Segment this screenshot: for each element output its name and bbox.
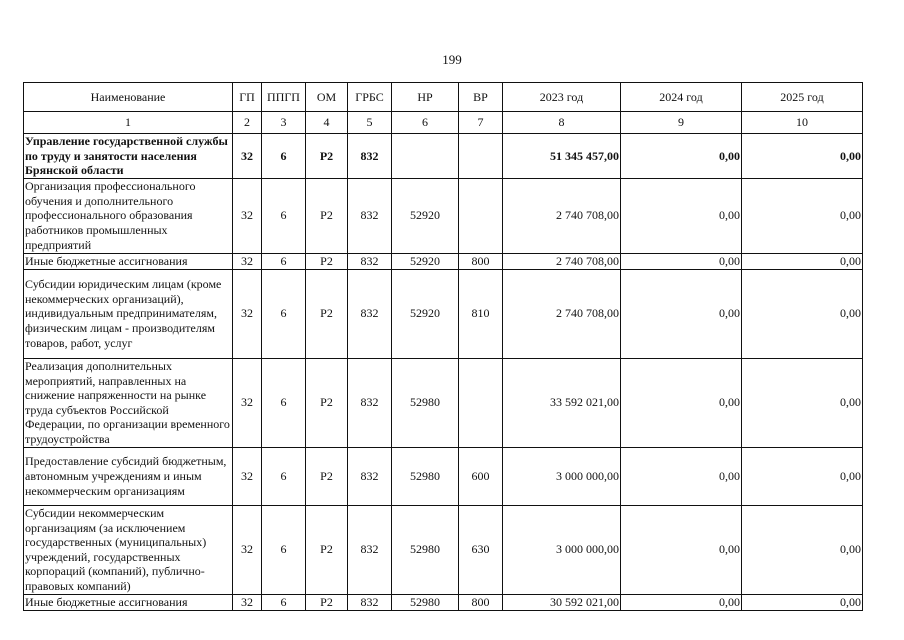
om-cell: Р2: [306, 505, 348, 594]
amount-2023: 2 740 708,00: [503, 178, 621, 253]
grbs-cell: 832: [348, 447, 392, 505]
amount-2025: 0,00: [742, 358, 863, 447]
amount-2024: 0,00: [621, 447, 742, 505]
column-number: 8: [503, 112, 621, 134]
nr-cell: 52920: [392, 178, 459, 253]
row-name: Предоставление субсидий бюджетным, автономным учреждениям и иным некоммерческим организациям: [24, 447, 233, 505]
grbs-cell: 832: [348, 358, 392, 447]
gp-cell: 32: [233, 447, 262, 505]
nr-cell: 52920: [392, 253, 459, 269]
table-row: [24, 178, 863, 253]
vr-cell: 810: [459, 269, 503, 358]
om-cell: Р2: [306, 253, 348, 269]
grbs-cell: 832: [348, 134, 392, 179]
header-cell: 2024 год: [621, 83, 742, 112]
om-cell: Р2: [306, 447, 348, 505]
amount-2023: 2 740 708,00: [503, 269, 621, 358]
column-number: 1: [24, 112, 233, 134]
vr-cell: 600: [459, 447, 503, 505]
amount-2024: 0,00: [621, 178, 742, 253]
vr-cell: [459, 178, 503, 253]
om-cell: Р2: [306, 594, 348, 610]
amount-2025: 0,00: [742, 594, 863, 610]
table-row: [24, 505, 863, 594]
nr-cell: 52980: [392, 358, 459, 447]
amount-2025: 0,00: [742, 505, 863, 594]
column-number: 9: [621, 112, 742, 134]
gp-cell: 32: [233, 594, 262, 610]
table-row: [24, 134, 863, 179]
column-number: 5: [348, 112, 392, 134]
header-cell: ГРБС: [348, 83, 392, 112]
grbs-cell: 832: [348, 253, 392, 269]
amount-2024: 0,00: [621, 253, 742, 269]
nr-cell: 52920: [392, 269, 459, 358]
amount-2023: 51 345 457,00: [503, 134, 621, 179]
om-cell: Р2: [306, 358, 348, 447]
row-name: Организация профессионального обучения и дополнительного профессионального образования работников промышленных предприятий: [24, 178, 233, 253]
ppgp-cell: 6: [262, 178, 306, 253]
header-cell: Наименование: [24, 83, 233, 112]
table-header-row: [24, 83, 863, 112]
row-name: Иные бюджетные ассигнования: [24, 253, 233, 269]
vr-cell: [459, 358, 503, 447]
row-name: Иные бюджетные ассигнования: [24, 594, 233, 610]
vr-cell: 800: [459, 594, 503, 610]
column-number: 4: [306, 112, 348, 134]
amount-2025: 0,00: [742, 134, 863, 179]
ppgp-cell: 6: [262, 134, 306, 179]
header-cell: ППГП: [262, 83, 306, 112]
row-name: Управление государственной службы по труду и занятости населения Брянской области: [24, 134, 233, 179]
column-number: 6: [392, 112, 459, 134]
column-number: 2: [233, 112, 262, 134]
header-cell: ГП: [233, 83, 262, 112]
amount-2023: 3 000 000,00: [503, 505, 621, 594]
row-name: Субсидии некоммерческим организациям (за исключением государственных (муниципальных) учреждений, государственных корпораций (компаний), публично-правовых компаний): [24, 505, 233, 594]
column-number: 3: [262, 112, 306, 134]
gp-cell: 32: [233, 178, 262, 253]
amount-2024: 0,00: [621, 358, 742, 447]
table-row: [24, 594, 863, 610]
amount-2024: 0,00: [621, 594, 742, 610]
header-cell: ОМ: [306, 83, 348, 112]
gp-cell: 32: [233, 358, 262, 447]
header-cell: 2023 год: [503, 83, 621, 112]
gp-cell: 32: [233, 269, 262, 358]
column-number: 10: [742, 112, 863, 134]
amount-2025: 0,00: [742, 178, 863, 253]
ppgp-cell: 6: [262, 358, 306, 447]
amount-2023: 30 592 021,00: [503, 594, 621, 610]
amount-2024: 0,00: [621, 134, 742, 179]
gp-cell: 32: [233, 253, 262, 269]
om-cell: Р2: [306, 269, 348, 358]
header-cell: НР: [392, 83, 459, 112]
amount-2023: 3 000 000,00: [503, 447, 621, 505]
grbs-cell: 832: [348, 505, 392, 594]
ppgp-cell: 6: [262, 594, 306, 610]
row-name: Реализация дополнительных мероприятий, направленных на снижение напряженности на рынке труда субъектов Российской Федерации, по организации временного трудоустройства: [24, 358, 233, 447]
budget-table: [23, 82, 863, 611]
column-number: 7: [459, 112, 503, 134]
om-cell: Р2: [306, 178, 348, 253]
om-cell: Р2: [306, 134, 348, 179]
amount-2025: 0,00: [742, 269, 863, 358]
nr-cell: 52980: [392, 447, 459, 505]
amount-2025: 0,00: [742, 253, 863, 269]
gp-cell: 32: [233, 134, 262, 179]
amount-2024: 0,00: [621, 269, 742, 358]
nr-cell: 52980: [392, 505, 459, 594]
header-cell: 2025 год: [742, 83, 863, 112]
grbs-cell: 832: [348, 594, 392, 610]
grbs-cell: 832: [348, 178, 392, 253]
amount-2024: 0,00: [621, 505, 742, 594]
amount-2023: 33 592 021,00: [503, 358, 621, 447]
amount-2025: 0,00: [742, 447, 863, 505]
page-number: 199: [442, 52, 462, 67]
column-number-row: [24, 112, 863, 134]
header-cell: ВР: [459, 83, 503, 112]
gp-cell: 32: [233, 505, 262, 594]
amount-2023: 2 740 708,00: [503, 253, 621, 269]
vr-cell: 800: [459, 253, 503, 269]
ppgp-cell: 6: [262, 447, 306, 505]
table-row: [24, 447, 863, 505]
nr-cell: [392, 134, 459, 179]
table-row: [24, 253, 863, 269]
ppgp-cell: 6: [262, 269, 306, 358]
ppgp-cell: 6: [262, 253, 306, 269]
nr-cell: 52980: [392, 594, 459, 610]
table-row: [24, 269, 863, 358]
row-name: Субсидии юридическим лицам (кроме некоммерческих организаций), индивидуальным предпринимателям, физическим лицам - производителям товаров, работ, услуг: [24, 269, 233, 358]
vr-cell: [459, 134, 503, 179]
grbs-cell: 832: [348, 269, 392, 358]
vr-cell: 630: [459, 505, 503, 594]
ppgp-cell: 6: [262, 505, 306, 594]
table-row: [24, 358, 863, 447]
